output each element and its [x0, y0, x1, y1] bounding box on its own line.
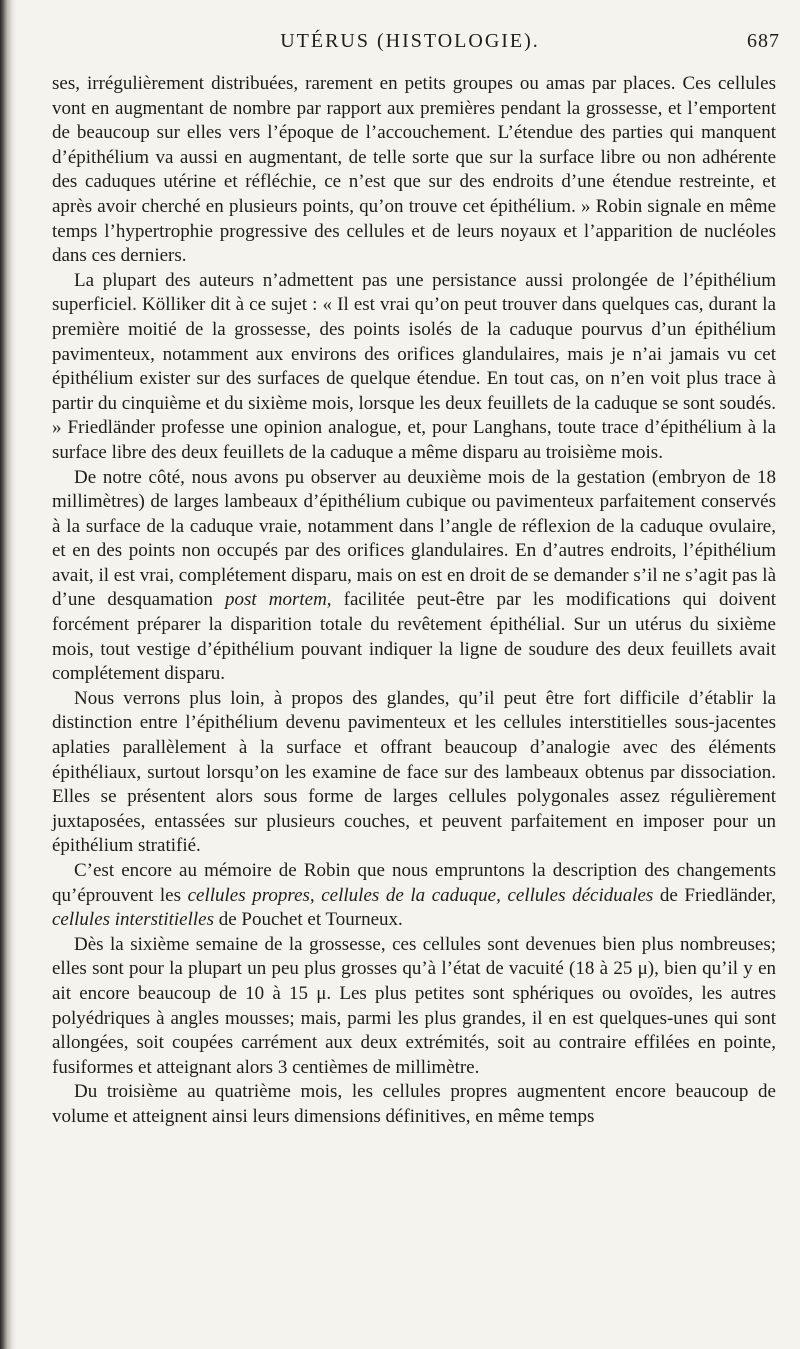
- text-run: Dès la sixième semaine de la grossesse, ces cellules sont devenues bien plus nombreuses; elles sont pour la plupart un peu plus grosses qu’à l’état de vacuité (18 à 25 μ), bien qu’il y en ait encore beaucoup de 10 à 15 μ. Les plus petites sont sphériques ou ovoïdes, les autres polyédriques à angles mousses; mais, parmi les plus grandes, il en est quelques-unes qui sont allongées, soit coupées carrément aux deux extrémités, soit au contraire effilées en pointe, fusiformes et atteignant alors 3 centièmes de millimètre.: [52, 933, 776, 1078]
- running-title: UTÉRUS (HISTOLOGIE).: [280, 30, 540, 52]
- text-run: ses, irrégulièrement distribuées, rarement en petits groupes ou amas par places. Ces cellules vont en augmentant de nombre par rapport aux premières pendant la grossesse, et l’emportent de beaucoup sur elles vers l’époque de l’accouchement. L’étendue des parties qui manquent d’épithélium va aussi en augmentant, de telle sorte que sur la surface libre ou non adhérente des caduques utérine et réfléchie, ce n’est que sur des endroits d’une étendue restreinte, et après avoir cherché en plusieurs points, qu’on trouve cet épithélium. » Robin signale en même temps l’hypertrophie progressive des cellules et de leurs noyaux et l’apparition de nucléoles dans ces derniers.: [52, 73, 776, 267]
- italic-text-run: cellules propres, cellules de la caduque, cellules déciduales: [187, 884, 654, 906]
- text-run: De notre côté, nous avons pu observer au deuxième mois de la gestation (embryon de 18 millimètres) de larges lambeaux d’épithélium cubique ou pavimenteux parfaitement conservés à la surface de la caduque vraie, notamment dans l’angle de réflexion de la caduque ovulaire, et en des points non occupés par des orifices glandulaires. En d’autres endroits, l’épithélium avait, il est vrai, complétement disparu, mais on est en droit de se demander s’il ne s’agit pas là d’une desquamation: [52, 466, 776, 611]
- paragraph: [52, 859, 776, 933]
- page-number: 687: [747, 30, 780, 52]
- italic-text-run: post mortem: [224, 589, 327, 611]
- body-text: [52, 72, 776, 1130]
- text-run: de Friedländer,: [653, 884, 777, 906]
- paragraph: [52, 72, 776, 269]
- text-run: de Pouchet et Tourneux.: [214, 909, 403, 931]
- page-header: [40, 30, 780, 58]
- paragraph: [52, 1080, 776, 1129]
- text-run: C’est encore au mémoire de Robin que nous empruntons la description des changements qu’éprouvent les: [52, 860, 776, 906]
- page-binding-edge: [0, 0, 16, 1349]
- paragraph: [52, 269, 776, 466]
- text-run: La plupart des auteurs n’admettent pas une persistance aussi prolongée de l’épithélium superficiel. Kölliker dit à ce sujet : « Il est vrai qu’on peut trouver dans quelques cas, durant la première moitié de la grossesse, des points isolés de la caduque pourvus d’un épithélium pavimenteux, notamment aux environs des orifices glandulaires, mais je n’ai jamais vu cet épithélium exister sur des surfaces de quelque étendue. En tout cas, on n’en voit plus trace à partir du cinquième et du sixième mois, lorsque les deux feuillets de la caduque se sont soudés. » Friedländer professe une opinion analogue, et, pour Langhans, toute trace d’épithélium à la surface libre des deux feuillets de la caduque a même disparu au troisième mois.: [52, 269, 776, 463]
- text-run: Nous verrons plus loin, à propos des glandes, qu’il peut être fort difficile d’établir la distinction entre l’épithélium devenu pavimenteux et les cellules interstitielles sous-jacentes aplaties parallèlement à la surface et offrant beaucoup d’analogie avec des éléments épithéliaux, surtout lorsqu’on les examine de face sur des lambeaux obtenus par dissociation. Elles se présentent alors sous forme de larges cellules polygonales assez régulièrement juxtaposées, entassées sur plusieurs couches, et peuvent parfaitement en imposer pour un épithélium stratifié.: [52, 687, 776, 857]
- text-run: , facilitée peut-être par les modifications qui doivent forcément préparer la disparition totale du revêtement épithélial. Sur un utérus du sixième mois, tout vestige d’épithélium pouvant indiquer la ligne de soudure des deux feuillets avait complétement disparu.: [52, 589, 776, 685]
- paragraph: [52, 466, 776, 687]
- text-run: Du troisième au quatrième mois, les cellules propres augmentent encore beaucoup de volume et atteignent ainsi leurs dimensions définitives, en même temps: [52, 1081, 776, 1127]
- paragraph: [52, 933, 776, 1081]
- paragraph: [52, 687, 776, 859]
- italic-text-run: cellules interstitielles: [52, 909, 214, 931]
